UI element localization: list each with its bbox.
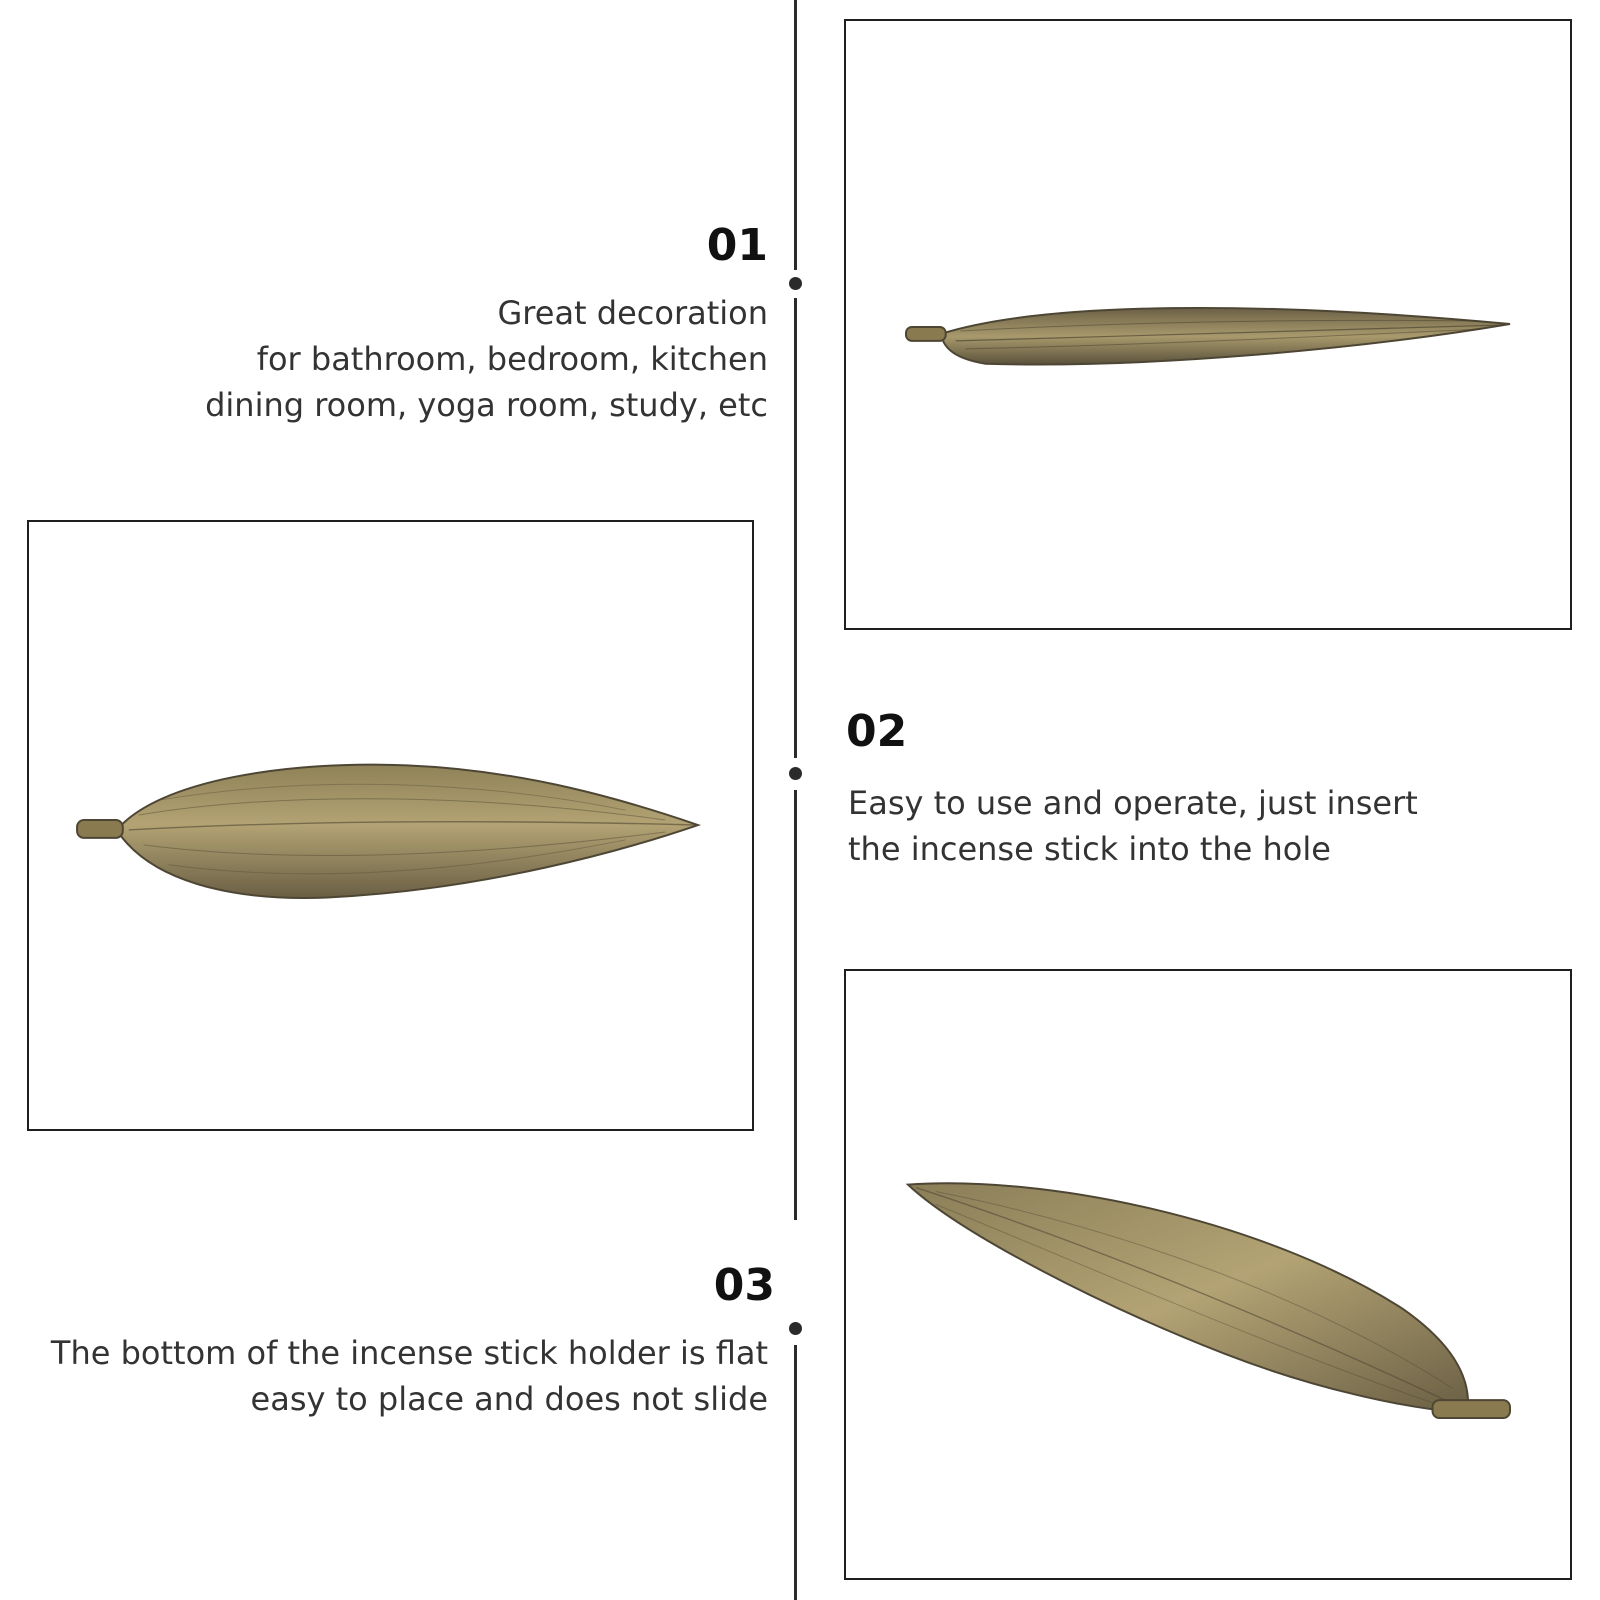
leaf-incense-holder-top-view-photo bbox=[844, 19, 1572, 630]
timeline-line-segment-3 bbox=[794, 790, 797, 1220]
step-02-line-2: the incense stick into the hole bbox=[848, 830, 1331, 868]
timeline-dot-2 bbox=[789, 767, 802, 780]
leaf-incense-holder-angled-view-photo bbox=[844, 969, 1572, 1580]
step-03-line-2: easy to place and does not slide bbox=[250, 1380, 768, 1418]
step-01-line-1: Great decoration bbox=[497, 294, 768, 332]
step-02-line-1: Easy to use and operate, just insert bbox=[848, 784, 1418, 822]
step-description-02 bbox=[848, 780, 1418, 872]
leaf-angled-view-illustration bbox=[846, 971, 1570, 1578]
timeline-line-segment-4 bbox=[794, 1345, 797, 1600]
timeline-dot-3 bbox=[789, 1322, 802, 1335]
step-01-line-3: dining room, yoga room, study, etc bbox=[205, 386, 768, 424]
step-01-line-2: for bathroom, bedroom, kitchen bbox=[256, 340, 768, 378]
step-description-01 bbox=[205, 290, 768, 428]
step-number-02: 02 bbox=[846, 706, 908, 757]
timeline-line-segment-2 bbox=[794, 298, 797, 758]
step-03-line-1: The bottom of the incense stick holder is flat bbox=[50, 1334, 768, 1372]
step-number-01: 01 bbox=[706, 220, 768, 271]
timeline-dot-1 bbox=[789, 277, 802, 290]
leaf-incense-holder-front-view-photo bbox=[27, 520, 754, 1131]
timeline-line-segment-1 bbox=[794, 0, 797, 270]
leaf-top-view-illustration bbox=[846, 21, 1570, 628]
leaf-front-view-illustration bbox=[29, 522, 752, 1129]
step-description-03 bbox=[51, 1330, 768, 1422]
step-number-03: 03 bbox=[713, 1260, 775, 1311]
